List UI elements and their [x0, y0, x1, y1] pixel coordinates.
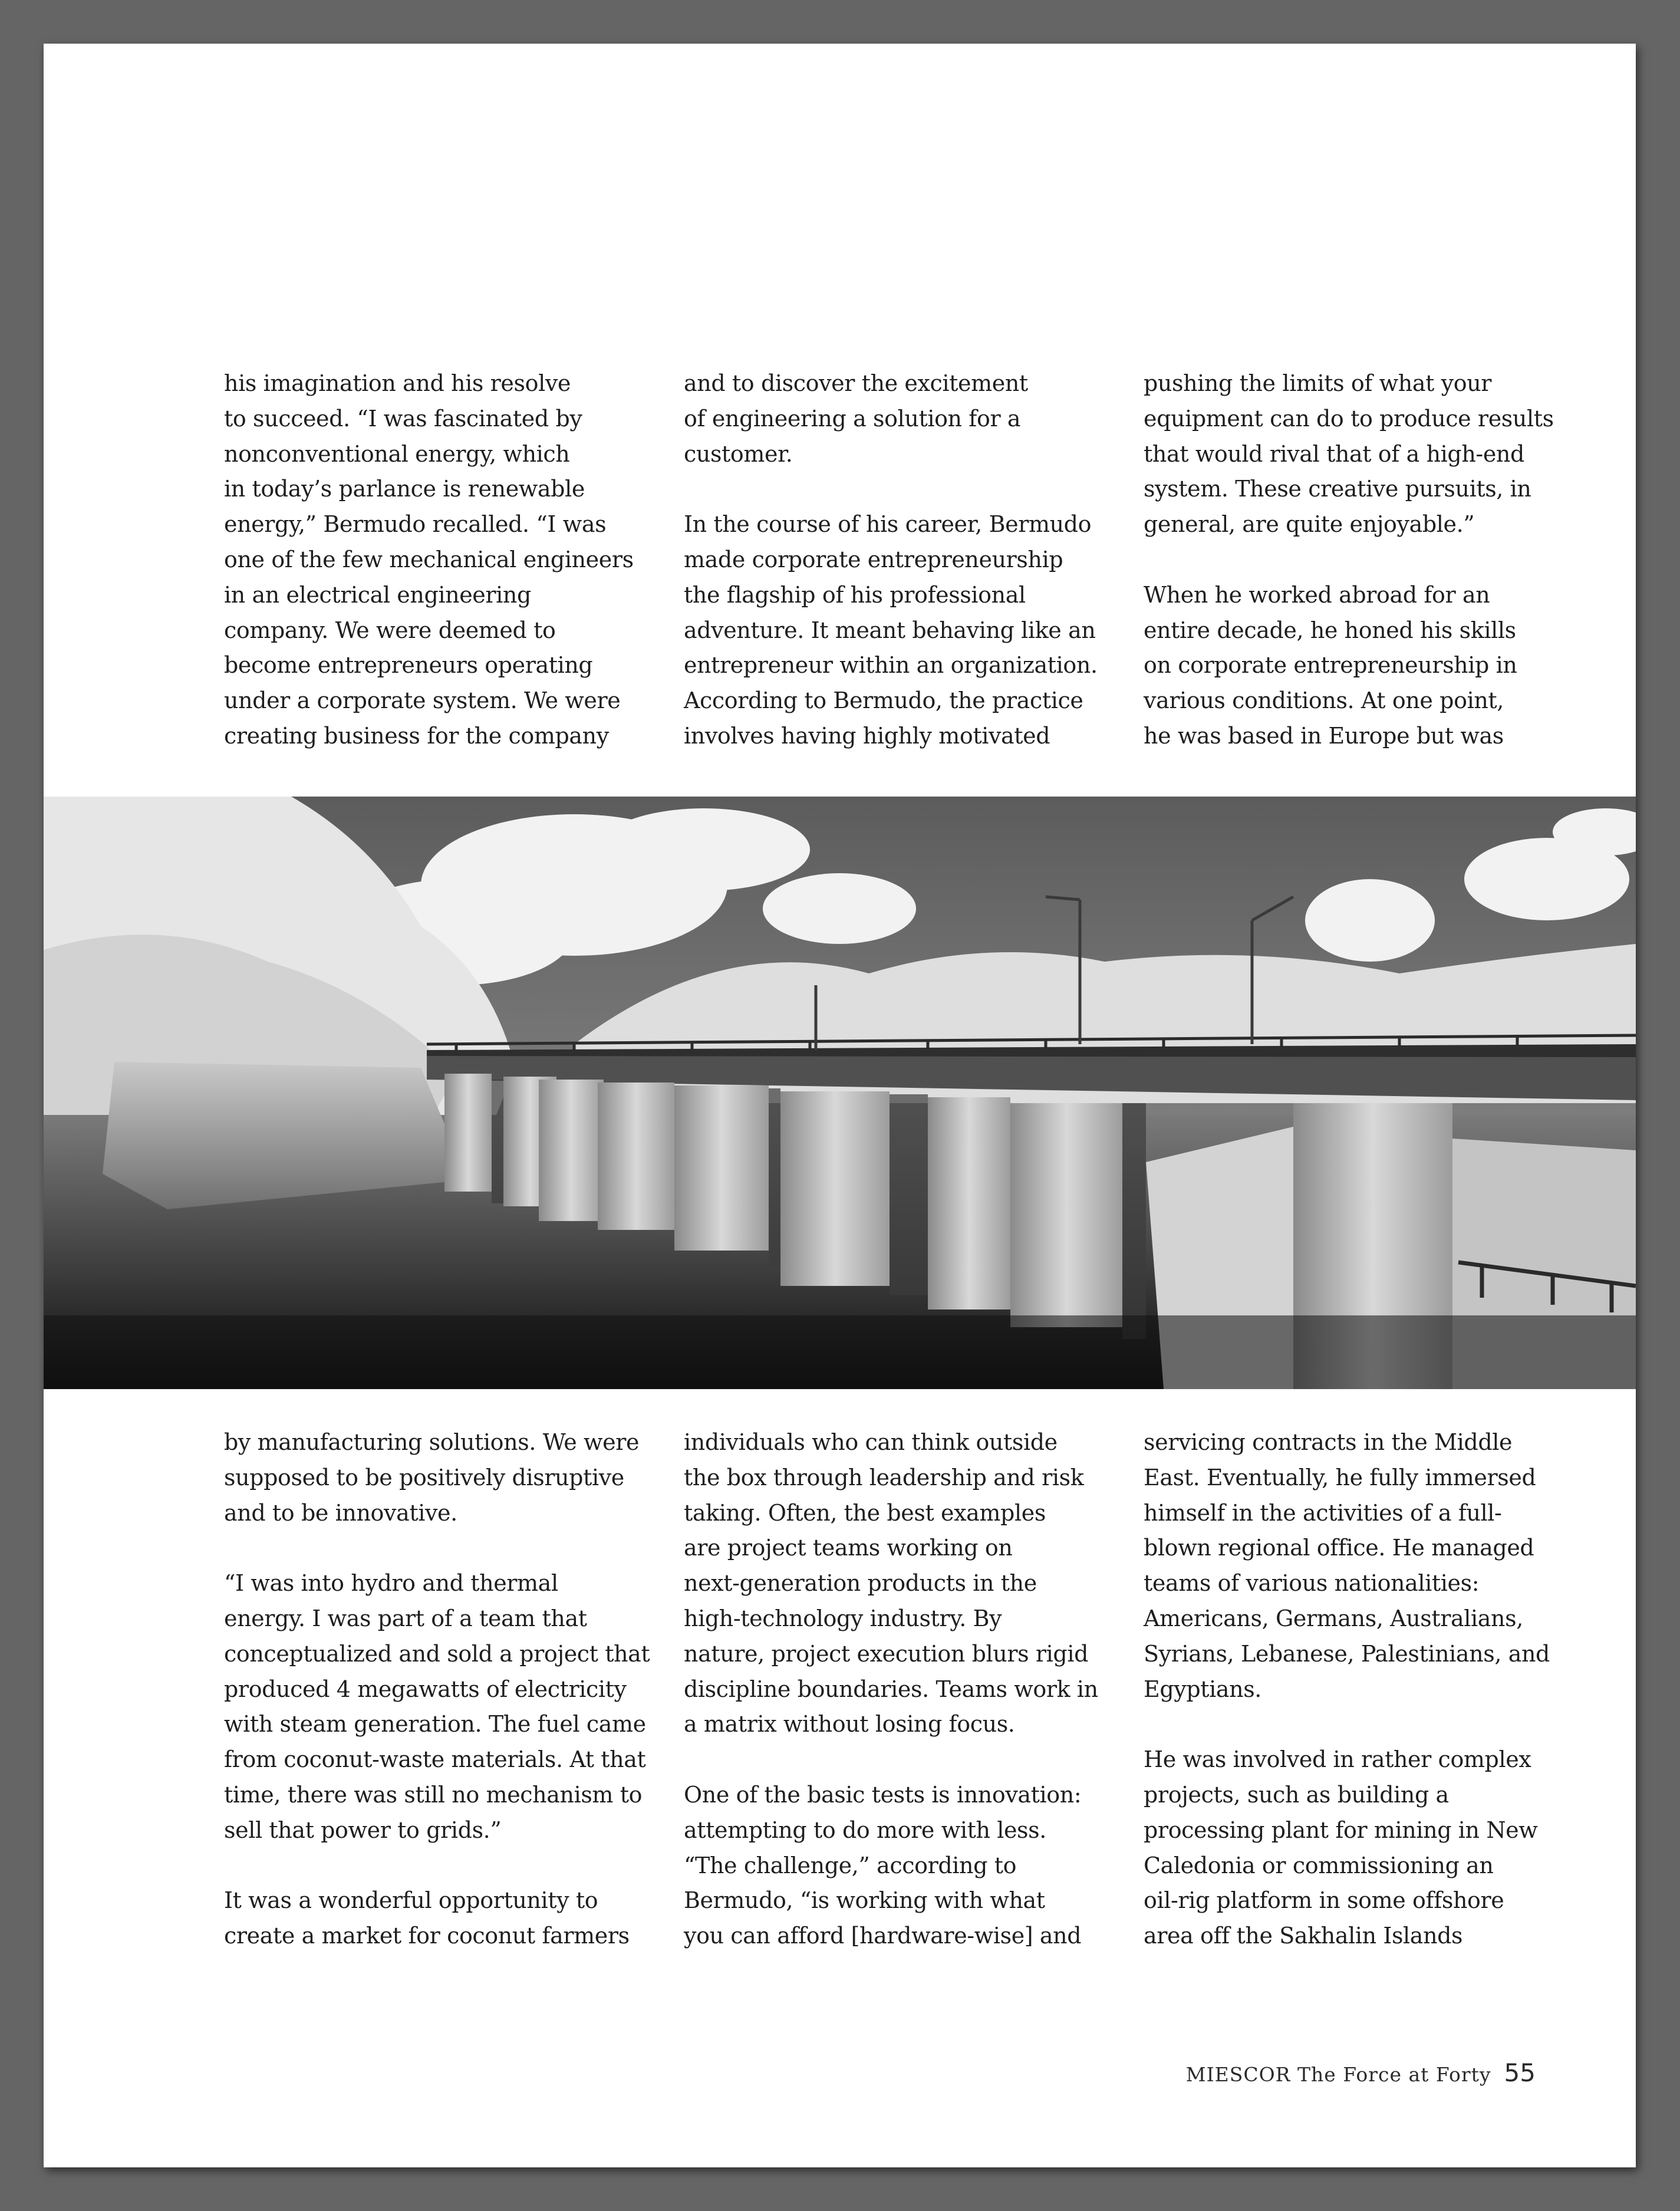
text-line: projects, such as building a: [1144, 1781, 1449, 1808]
text-line: you can afford [hardware-wise] and: [684, 1923, 1082, 1949]
text-line: energy. I was part of a team that: [224, 1605, 587, 1631]
text-line: creating business for the company: [224, 722, 609, 749]
paragraph-gap: [224, 1531, 625, 1566]
text-line: general, are quite enjoyable.”: [1144, 511, 1475, 538]
text-line: in today’s parlance is renewable: [224, 476, 585, 502]
text-line: next-generation products in the: [684, 1570, 1037, 1597]
text-line: supposed to be positively disruptive: [224, 1464, 624, 1491]
bottom-column-3: [1144, 1425, 1550, 1954]
text-line: time, there was still no mechanism to: [224, 1781, 643, 1808]
text-line: servicing contracts in the Middle: [1144, 1429, 1513, 1455]
text-line: under a corporate system. We were: [224, 687, 621, 714]
text-line: company. We were deemed to: [224, 617, 556, 643]
text-line: the flagship of his professional: [684, 581, 1026, 608]
text-line: by manufacturing solutions. We were: [224, 1429, 640, 1455]
text-line: “The challenge,” according to: [684, 1852, 1017, 1878]
text-line: East. Eventually, he fully immersed: [1144, 1464, 1536, 1491]
text-line: attempting to do more with less.: [684, 1817, 1046, 1843]
text-line: a matrix without losing focus.: [684, 1711, 1015, 1738]
top-column-1: [224, 366, 634, 754]
paragraph-gap: [224, 1848, 625, 1884]
text-line: in an electrical engineering: [224, 581, 531, 608]
text-line: One of the basic tests is innovation:: [684, 1781, 1082, 1808]
text-line: He was involved in rather complex: [1144, 1746, 1531, 1773]
publication-title: MIESCOR The Force at Forty: [1185, 2063, 1491, 2086]
text-line: on corporate entrepreneurship in: [1144, 652, 1517, 679]
text-line: conceptualized and sold a project that: [224, 1640, 650, 1667]
text-line: with steam generation. The fuel came: [224, 1711, 646, 1738]
text-line: Caledonia or commissioning an: [1144, 1852, 1494, 1878]
top-column-3: [1144, 366, 1554, 754]
text-line: energy,” Bermudo recalled. “I was: [224, 511, 607, 538]
paragraph-gap: [1144, 542, 1544, 578]
text-line: adventure. It meant behaving like an: [684, 617, 1096, 643]
text-line: equipment can do to produce results: [1144, 405, 1554, 432]
text-line: Americans, Germans, Australians,: [1144, 1605, 1523, 1631]
text-line: become entrepreneurs operating: [224, 652, 593, 679]
text-line: himself in the activities of a full-: [1144, 1499, 1502, 1526]
text-line: According to Bermudo, the practice: [684, 687, 1083, 714]
text-line: system. These creative pursuits, in: [1144, 476, 1531, 502]
text-line: produced 4 megawatts of electricity: [224, 1676, 627, 1702]
text-line: In the course of his career, Bermudo: [684, 511, 1092, 538]
bottom-column-2: [684, 1425, 1098, 1954]
text-line: from coconut-waste materials. At that: [224, 1746, 646, 1773]
text-line: entire decade, he honed his skills: [1144, 617, 1516, 643]
paragraph-gap: [684, 472, 1085, 507]
text-line: processing plant for mining in New: [1144, 1817, 1538, 1843]
text-line: nature, project execution blurs rigid: [684, 1640, 1088, 1667]
text-line: to succeed. “I was fascinated by: [224, 405, 582, 432]
text-line: Egyptians.: [1144, 1676, 1261, 1702]
text-line: sell that power to grids.”: [224, 1817, 502, 1843]
magazine-page: [44, 44, 1636, 2167]
text-line: and to be innovative.: [224, 1499, 457, 1526]
text-line: are project teams working on: [684, 1535, 1013, 1561]
text-line: Syrians, Lebanese, Palestinians, and: [1144, 1640, 1550, 1667]
text-line: he was based in Europe but was: [1144, 722, 1504, 749]
dam-photo: [44, 797, 1636, 1389]
text-line: customer.: [684, 440, 793, 467]
text-line: involves having highly motivated: [684, 722, 1050, 749]
text-line: When he worked abroad for an: [1144, 581, 1490, 608]
text-line: that would rival that of a high-end: [1144, 440, 1524, 467]
text-line: individuals who can think outside: [684, 1429, 1058, 1455]
text-line: various conditions. At one point,: [1144, 687, 1504, 714]
text-line: his imagination and his resolve: [224, 370, 571, 396]
bottom-column-1: [224, 1425, 650, 1954]
text-line: Bermudo, “is working with what: [684, 1887, 1045, 1914]
text-line: of engineering a solution for a: [684, 405, 1021, 432]
text-line: “I was into hydro and thermal: [224, 1570, 558, 1597]
text-line: high-technology industry. By: [684, 1605, 1002, 1631]
text-line: teams of various nationalities:: [1144, 1570, 1480, 1597]
page-footer: [1186, 2058, 1536, 2087]
page-number: 55: [1504, 2058, 1536, 2087]
text-line: entrepreneur within an organization.: [684, 652, 1098, 679]
text-line: the box through leadership and risk: [684, 1464, 1084, 1491]
text-line: and to discover the excitement: [684, 370, 1028, 396]
text-line: create a market for coconut farmers: [224, 1923, 630, 1949]
text-line: one of the few mechanical engineers: [224, 546, 634, 573]
text-line: nonconventional energy, which: [224, 440, 570, 467]
paragraph-gap: [684, 1742, 1085, 1778]
text-line: blown regional office. He managed: [1144, 1535, 1534, 1561]
text-line: oil-rig platform in some offshore: [1144, 1887, 1504, 1914]
top-column-2: [684, 366, 1098, 754]
paragraph-gap: [1144, 1707, 1544, 1742]
text-line: taking. Often, the best examples: [684, 1499, 1046, 1526]
text-line: pushing the limits of what your: [1144, 370, 1492, 396]
text-line: It was a wonderful opportunity to: [224, 1887, 598, 1914]
text-line: discipline boundaries. Teams work in: [684, 1676, 1098, 1702]
text-line: area off the Sakhalin Islands: [1144, 1923, 1463, 1949]
text-line: made corporate entrepreneurship: [684, 546, 1063, 573]
